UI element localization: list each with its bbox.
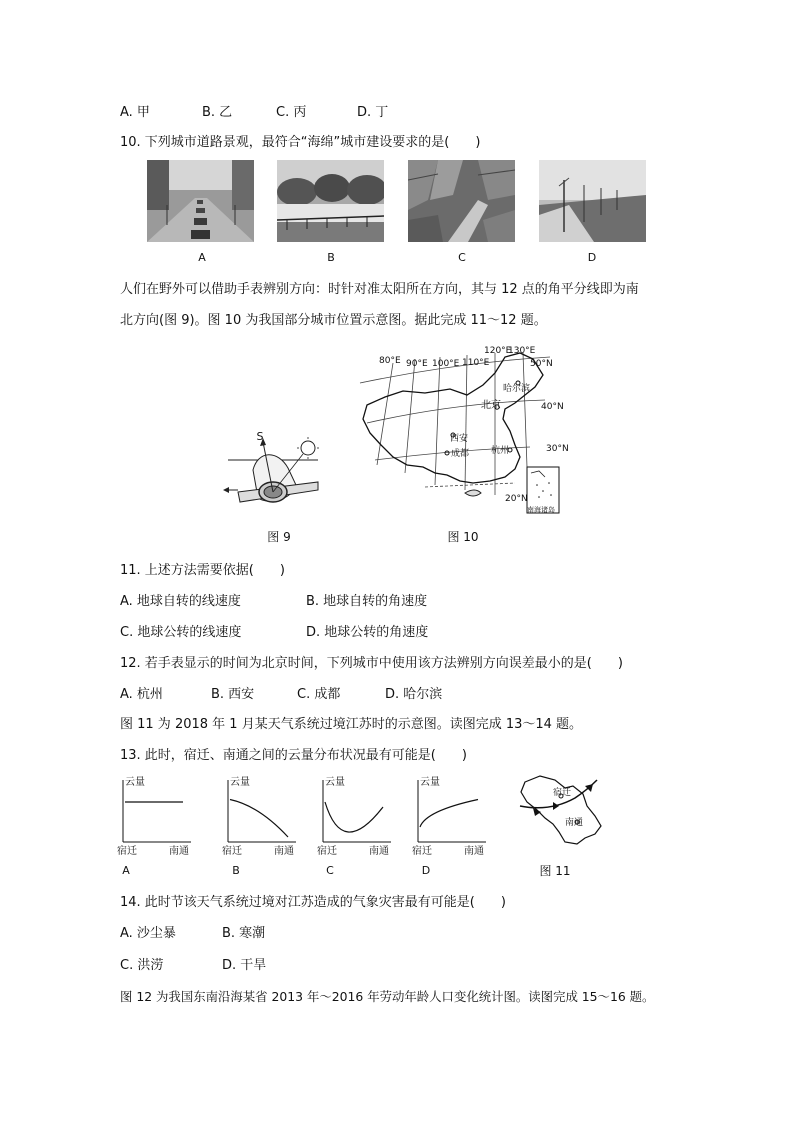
intro-15-16: 图 12 为我国东南沿海某省 2013 年～2016 年劳动年龄人口变化统计图。读图完成 15～16 题。 [120, 989, 655, 1004]
q13-chart-1-xlabel-start: 宿迁 [222, 846, 242, 857]
q14-option-a: A. 沙尘暴 [120, 926, 176, 941]
q11-option-c: C. 地球公转的线速度 [120, 625, 242, 640]
q9-option-d: D. 丁 [357, 105, 389, 120]
q12-option-d: D. 哈尔滨 [385, 687, 443, 702]
q13-label-b: B [232, 864, 240, 877]
fig11-caption: 图 11 [539, 864, 571, 878]
fig10-city-harbin: 哈尔滨 [503, 384, 531, 394]
q13-chart-1-xlabel-end: 南通 [274, 846, 294, 857]
fig10-city-beijing: 北京 [481, 400, 501, 411]
q11-option-d: D. 地球公转的角速度 [306, 625, 429, 640]
intro-13-14: 图 11 为 2018 年 1 月某天气系统过境江苏时的示意图。读图完成 13～14 题。 [120, 717, 583, 732]
q14-option-b: B. 寒潮 [222, 926, 266, 941]
q10-label-a: A [198, 251, 206, 264]
q13-chart-2-xlabel-start: 宿迁 [317, 846, 337, 857]
q10-stem: 10. 下列城市道路景观，最符合“海绵”城市建设要求的是( ) [120, 135, 481, 150]
q13-charts [115, 772, 505, 862]
q12-option-c: C. 成都 [297, 687, 341, 702]
q12-option-a: A. 杭州 [120, 687, 163, 702]
q13-chart-3-xlabel-start: 宿迁 [412, 846, 432, 857]
q10-photo-b [277, 160, 384, 242]
q13-stem: 13. 此时，宿迁、南通之间的云量分布状况最有可能是( ) [120, 748, 467, 763]
q12-option-b: B. 西安 [211, 687, 255, 702]
fig10-lon-90: 90°E [406, 359, 428, 369]
q13-chart-1-ylabel: 云量 [230, 777, 250, 788]
fig9-watch-diagram [218, 430, 328, 520]
q13-chart-0-xlabel-end: 南通 [169, 846, 189, 857]
q10-label-d: D [587, 251, 597, 264]
intro-11-12-line2: 北方向(图 9)。图 10 为我国部分城市位置示意图。据此完成 11～12 题。 [120, 313, 547, 328]
q11-option-a: A. 地球自转的线速度 [120, 594, 241, 609]
q10-photo-d [539, 160, 646, 242]
intro-11-12-line1: 人们在野外可以借助手表辨别方向：时针对准太阳所在方向，其与 12 点的角平分线即为南 [120, 282, 639, 297]
fig10-lat-40: 40°N [541, 402, 564, 412]
fig10-lat-50: 50°N [530, 359, 553, 369]
q11-stem: 11. 上述方法需要依据( ) [120, 563, 285, 578]
q14-option-d: D. 干旱 [222, 958, 267, 973]
fig10-city-chengdu: 成都 [451, 449, 470, 459]
fig10-lon-120: 120°E [484, 346, 512, 356]
fig10-inset-label: 南海诸岛 [527, 506, 555, 514]
fig10-lon-100: 100°E [432, 359, 460, 369]
q10-photo-c [408, 160, 515, 242]
fig10-lat-20: 20°N [505, 494, 528, 504]
q9-option-c: C. 丙 [276, 105, 307, 120]
q10-label-c: C [458, 251, 466, 264]
fig10-lon-110: 110°E [462, 358, 490, 368]
q13-label-d: D [421, 864, 431, 877]
q13-chart-0-ylabel: 云量 [125, 777, 145, 788]
fig9-caption: 图 9 [267, 530, 291, 544]
fig10-lat-30: 30°N [546, 444, 569, 454]
q13-chart-3-xlabel-end: 南通 [464, 846, 484, 857]
q11-option-b: B. 地球自转的角速度 [306, 594, 428, 609]
q13-chart-2-ylabel: 云量 [325, 777, 345, 788]
fig11-jiangsu-map [515, 772, 605, 852]
q10-label-b: B [327, 251, 335, 264]
q13-chart-3-curve [420, 800, 478, 828]
fig10-caption: 图 10 [447, 530, 479, 544]
q14-stem: 14. 此时节该天气系统过境对江苏造成的气象灾害最有可能是( ) [120, 895, 506, 910]
fig10-lon-130: 130°E [508, 346, 536, 356]
fig9-label-s: S [256, 430, 264, 443]
fig11-city-suqian: 宿迁 [553, 788, 572, 798]
fig10-city-hangzhou: 杭州 [491, 446, 510, 456]
q9-option-b: B. 乙 [202, 105, 233, 120]
q13-chart-1-curve [230, 800, 288, 838]
fig10-lon-80: 80°E [379, 356, 401, 366]
fig10-city-xian: 西安 [450, 434, 469, 444]
q14-option-c: C. 洪涝 [120, 958, 164, 973]
q12-stem: 12. 若手表显示的时间为北京时间，下列城市中使用该方法辨别方向误差最小的是( ) [120, 656, 623, 671]
fig11-city-nantong: 南通 [565, 818, 584, 828]
q13-chart-3-ylabel: 云量 [420, 777, 440, 788]
q13-chart-2-curve [325, 802, 383, 832]
q13-chart-0-xlabel-start: 宿迁 [117, 846, 137, 857]
q10-photo-a [147, 160, 254, 242]
q13-chart-2-xlabel-end: 南通 [369, 846, 389, 857]
q9-option-a: A. 甲 [120, 105, 150, 120]
q13-label-a: A [122, 864, 130, 877]
q13-label-c: C [326, 864, 334, 877]
